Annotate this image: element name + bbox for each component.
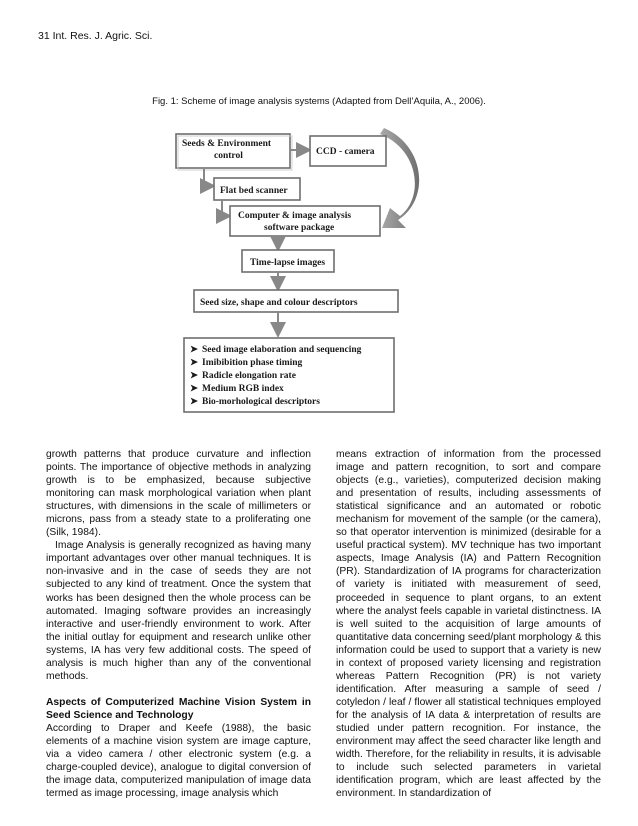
flat-bed-scanner-box — [214, 178, 300, 200]
ccd-box-label: CCD - camera — [316, 147, 375, 157]
parameters-list-box — [184, 338, 394, 412]
arrow-bullet-icon: ➤ — [190, 358, 198, 368]
right-paragraph-1: means extraction of information from the processed image and pattern recognition, to sort and compare objects (e.g., varieties), computerized decision making and presentation of results, including assessments of statistical significance and an automated or robotic mechanism for movement of the sample (or the camera), so that operator intervention is minimized (desirable for a useful practical system). MV technique has two important aspects, Image Analysis (IA) and Pattern Recognition (PR). Standardization of IA programs for characterization of variety is initiated with measurement of seed, proceeded in sequence to plant organs, to an extent where the analyst feels capable in varietal distinctness. IA is well suited to the acquisition of large amounts of quantitative data concerning seed/plant morphology & this information could be used to support that a variety is new in context of proposed variety licensing and registration whereas Pattern Recognition (PR) is not variety identification. After measuring a sample of seed / cotyledon / leaf / flower all statistical techniques employed for the analysis of IA data & interpretation of results are studied under pattern recognition. For instance, the environment may affect the seed character like length and width. Therefore, for the reliability in results, it is advisable to include such selected parameters in varietal identification program, which are least affected by the environment. In standardization of — [336, 449, 601, 800]
arrow-bullet-icon: ➤ — [190, 384, 198, 394]
right-column — [336, 448, 601, 800]
bullet-item-5: Bio-morhological descriptors — [202, 397, 320, 407]
bullet-item-4: Medium RGB index — [202, 384, 284, 394]
arrow-bullet-icon: ➤ — [190, 345, 198, 355]
arrow-bullet-icon: ➤ — [190, 397, 198, 407]
descriptors-box-label: Seed size, shape and colour descriptors — [200, 298, 358, 308]
left-paragraph-2: Image Analysis is generally recognized as having many important advantages over other manual techniques. It is non-invasive and in the case of seeds they are not subjected to any kind of treatment. Once the system that works has been designed then the whole process can be automated. Imaging software provides an increasingly interactive and user-friendly environment to work. After the initial outlay for equipment and research unlike other systems, IA has very few additional costs. The speed of analysis is much higher than any of the conventional methods. — [46, 540, 311, 682]
section-heading: Aspects of Computerized Machine Vision System in Seed Science and Technology — [46, 696, 311, 721]
page-header: 31 Int. Res. J. Agric. Sci. — [38, 30, 153, 42]
computer-box-label-line1: Computer & image analysis — [238, 211, 352, 221]
bullet-item-3: Radicle elongation rate — [202, 371, 296, 381]
left-column — [46, 448, 311, 800]
seeds-environment-box — [176, 134, 292, 170]
left-paragraph-1: growth patterns that produce curvature and inflection points. The importance of objective methods in analyzing growth is to be emphasized, because subjective monitoring can mask morphological variation when plant structures, with dimensions in the scale of millimeters or microns, pass from a steady state to a proliferating one (Silk, 1984). — [46, 449, 311, 539]
seeds-box-label-line1: Seeds & Environment — [182, 139, 272, 149]
computer-analysis-box — [230, 206, 380, 236]
timelapse-box-label: Time-lapse images — [250, 258, 326, 268]
flow-diagram — [168, 128, 430, 418]
descriptors-box — [194, 290, 398, 312]
left-paragraph-3: According to Draper and Keefe (1988), the basic elements of a machine vision system are image capture, via a video camera / other electronic system (e.g. a charge-coupled device), analogue to digital conversion of the image data, computerized manipulation of image data termed as image processing, image analysis which — [46, 722, 311, 800]
time-lapse-box — [242, 250, 334, 272]
scanner-box-label: Flat bed scanner — [220, 186, 288, 196]
bullet-item-1: Seed image elaboration and sequencing — [202, 345, 362, 355]
figure-caption: Fig. 1: Scheme of image analysis systems (Adapted from Dell’Aquila, A., 2006). — [152, 96, 486, 107]
arrow-bullet-icon: ➤ — [190, 371, 198, 381]
ccd-camera-box — [310, 136, 386, 166]
seeds-box-label-line2: control — [214, 151, 243, 161]
bullet-item-2: Imibibition phase timing — [202, 358, 303, 368]
computer-box-label-line2: software package — [264, 223, 335, 233]
